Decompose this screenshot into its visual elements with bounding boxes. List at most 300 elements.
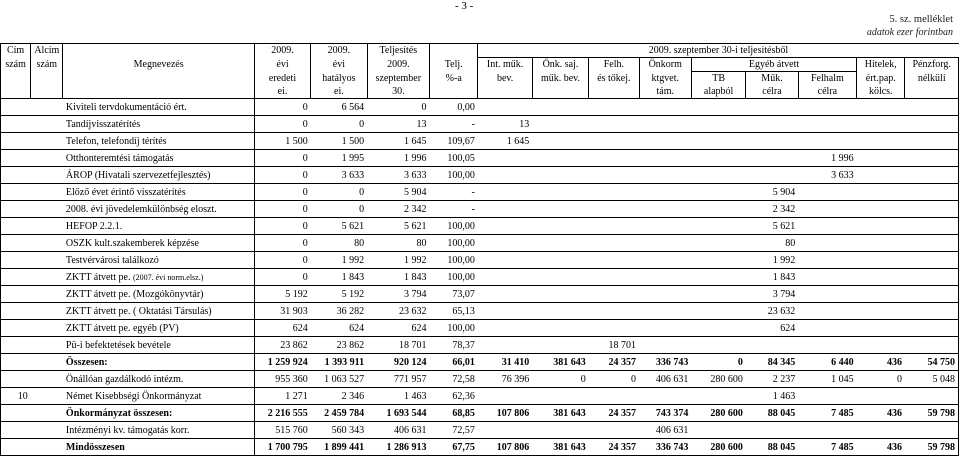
cell-value: 88 045 — [746, 439, 798, 456]
cell-value — [798, 133, 856, 150]
cell-alcim — [31, 439, 63, 456]
header-telj-pct: Telj. — [430, 58, 478, 72]
header-hitelek-2: ért.pap. — [857, 72, 905, 86]
header-hatalyos: 2009. — [311, 44, 367, 58]
cell-value — [798, 252, 856, 269]
cell-value: 436 — [857, 354, 905, 371]
cell-value: 381 643 — [532, 439, 588, 456]
cell-alcim — [31, 235, 63, 252]
cell-cim — [1, 167, 31, 184]
cell-value: 72,57 — [430, 422, 478, 439]
cell-value — [691, 269, 745, 286]
table-row — [1, 184, 959, 201]
cell-value: 1 995 — [311, 150, 367, 167]
cell-value: 1 463 — [367, 388, 429, 405]
cell-value — [857, 99, 905, 116]
cell-value — [857, 388, 905, 405]
cell-value — [589, 184, 639, 201]
cell-value: 24 357 — [589, 354, 639, 371]
cell-cim — [1, 354, 31, 371]
header-eredeti: 2009. — [254, 44, 310, 58]
header-group-title: 2009. szeptember 30-i teljesítésből — [478, 44, 959, 58]
cell-value: 624 — [311, 320, 367, 337]
cell-value — [639, 320, 691, 337]
cell-value — [905, 99, 959, 116]
header-penzforg: Pénzforg. — [905, 58, 959, 72]
cell-alcim — [31, 371, 63, 388]
cell-value — [639, 167, 691, 184]
cell-value — [691, 337, 745, 354]
cell-value — [478, 252, 532, 269]
cell-value: 18 701 — [367, 337, 429, 354]
cell-name: ZKTT átvett pe. (Mozgókönyvtár) — [63, 286, 254, 303]
cell-value — [905, 201, 959, 218]
cell-name: HEFOP 2.2.1. — [63, 218, 254, 235]
header-teljesites: Teljesítés — [367, 44, 429, 58]
cell-name — [63, 269, 254, 286]
cell-cim — [1, 303, 31, 320]
cell-alcim — [31, 405, 63, 422]
page-number: - 3 - — [455, 0, 474, 12]
cell-value: 2 216 555 — [254, 405, 310, 422]
cell-value — [639, 184, 691, 201]
header-megnevezes: Megnevezés — [63, 58, 254, 72]
table-row — [1, 201, 959, 218]
cell-value: 436 — [857, 439, 905, 456]
cell-value: 624 — [367, 320, 429, 337]
cell-value: 1 463 — [746, 388, 798, 405]
header-alcim-2: szám — [31, 58, 63, 72]
cell-value — [532, 252, 588, 269]
cell-value — [857, 337, 905, 354]
cell-value — [905, 269, 959, 286]
cell-value — [639, 133, 691, 150]
cell-value — [532, 99, 588, 116]
cell-value — [589, 201, 639, 218]
cell-value — [589, 167, 639, 184]
cell-value — [532, 303, 588, 320]
header-onkorm: Önkorm — [639, 58, 691, 72]
cell-value — [746, 337, 798, 354]
cell-cim — [1, 150, 31, 167]
cell-value: 5 904 — [746, 184, 798, 201]
cell-value — [589, 218, 639, 235]
header-teljesites-4: 30. — [367, 85, 429, 99]
cell-value — [691, 167, 745, 184]
cell-value: 67,75 — [430, 439, 478, 456]
cell-value: 336 743 — [639, 439, 691, 456]
cell-value — [857, 184, 905, 201]
cell-value: 0 — [254, 167, 310, 184]
cell-value: 406 631 — [639, 371, 691, 388]
cell-value — [798, 388, 856, 405]
cell-value — [532, 201, 588, 218]
cell-value: 406 631 — [367, 422, 429, 439]
cell-cim — [1, 422, 31, 439]
cell-name: Önállóan gazdálkodó intézm. — [63, 371, 254, 388]
cell-value — [691, 150, 745, 167]
cell-value: 0 — [254, 235, 310, 252]
cell-value — [691, 388, 745, 405]
table-row — [1, 371, 959, 388]
cell-name: Önkormányzat összesen: — [63, 405, 254, 422]
cell-value: 0 — [254, 252, 310, 269]
cell-value — [857, 286, 905, 303]
cell-alcim — [31, 286, 63, 303]
cell-cim — [1, 337, 31, 354]
cell-value — [691, 252, 745, 269]
cell-value — [639, 218, 691, 235]
header-cim: Cím — [1, 44, 31, 58]
cell-name: Testvérvárosi találkozó — [63, 252, 254, 269]
cell-value: 3 633 — [367, 167, 429, 184]
cell-name-note: (2007. évi norm.elsz.) — [132, 272, 204, 282]
cell-value — [746, 99, 798, 116]
header-penzforg-2: nélküli — [905, 72, 959, 86]
cell-value: 80 — [311, 235, 367, 252]
cell-alcim — [31, 320, 63, 337]
cell-value — [691, 286, 745, 303]
cell-value: 1 992 — [746, 252, 798, 269]
cell-name: ÁROP (Hivatali szervezetfejlesztés) — [63, 167, 254, 184]
cell-value — [639, 99, 691, 116]
cell-value: 68,85 — [430, 405, 478, 422]
cell-value: 0 — [367, 99, 429, 116]
cell-name: Előző évet érintő visszatérítés — [63, 184, 254, 201]
cell-value — [905, 286, 959, 303]
cell-value: 0 — [254, 201, 310, 218]
header-egyeb-atvett: Egyéb átvett — [691, 58, 856, 72]
cell-name: Otthonteremtési támogatás — [63, 150, 254, 167]
header-hitelek: Hitelek, — [857, 58, 905, 72]
cell-cim — [1, 201, 31, 218]
cell-value: 280 600 — [691, 405, 745, 422]
header-onk-saj: Önk. saj. — [532, 58, 588, 72]
cell-value: 3 794 — [746, 286, 798, 303]
cell-alcim — [31, 337, 63, 354]
table-row — [1, 133, 959, 150]
cell-alcim — [31, 252, 63, 269]
cell-value — [857, 167, 905, 184]
cell-value — [532, 422, 588, 439]
cell-value — [532, 337, 588, 354]
cell-value: 62,36 — [430, 388, 478, 405]
header-onkorm-2: ktgvet. — [639, 72, 691, 86]
cell-cim — [1, 184, 31, 201]
cell-value: 24 357 — [589, 405, 639, 422]
cell-value: 31 410 — [478, 354, 532, 371]
cell-value: 31 903 — [254, 303, 310, 320]
cell-alcim — [31, 388, 63, 405]
cell-value: 920 124 — [367, 354, 429, 371]
cell-value — [798, 303, 856, 320]
cell-alcim — [31, 133, 63, 150]
table-row — [1, 405, 959, 422]
cell-value — [905, 116, 959, 133]
cell-value: 1 645 — [367, 133, 429, 150]
header-hatalyos-4: ei. — [311, 85, 367, 99]
cell-value — [478, 167, 532, 184]
cell-value — [532, 150, 588, 167]
cell-cim — [1, 99, 31, 116]
header-tb: TB — [691, 72, 745, 86]
table-body — [1, 99, 959, 456]
cell-value — [905, 320, 959, 337]
cell-value: 280 600 — [691, 439, 745, 456]
cell-value — [639, 303, 691, 320]
cell-value: 1 843 — [746, 269, 798, 286]
cell-name-text: ZKTT átvett pe. — [65, 271, 131, 283]
cell-value: 6 564 — [311, 99, 367, 116]
cell-alcim — [31, 354, 63, 371]
cell-value: 1 996 — [798, 150, 856, 167]
cell-name: Intézményi kv. támogatás korr. — [63, 422, 254, 439]
cell-value — [857, 133, 905, 150]
cell-name: Összesen: — [63, 354, 254, 371]
header-telj-pct-2: %-a — [430, 72, 478, 86]
cell-value: 100,05 — [430, 150, 478, 167]
table-row — [1, 99, 959, 116]
cell-value: 80 — [367, 235, 429, 252]
cell-value — [589, 388, 639, 405]
cell-value: 771 957 — [367, 371, 429, 388]
table-row — [1, 150, 959, 167]
cell-cim — [1, 252, 31, 269]
cell-value: 80 — [746, 235, 798, 252]
table-row — [1, 269, 959, 286]
cell-value — [798, 235, 856, 252]
cell-value — [746, 422, 798, 439]
cell-value: 624 — [746, 320, 798, 337]
cell-value: 1 271 — [254, 388, 310, 405]
cell-value — [532, 286, 588, 303]
cell-value: 436 — [857, 405, 905, 422]
cell-value — [798, 320, 856, 337]
cell-value — [905, 337, 959, 354]
cell-value: 65,13 — [430, 303, 478, 320]
cell-value — [798, 99, 856, 116]
unit-note: adatok ezer forintban — [866, 27, 953, 38]
cell-alcim — [31, 303, 63, 320]
cell-value — [589, 252, 639, 269]
cell-value — [857, 201, 905, 218]
cell-value — [746, 133, 798, 150]
cell-name: Német Kisebbségi Önkormányzat — [63, 388, 254, 405]
cell-alcim — [31, 184, 63, 201]
header-hatalyos-3: hatályos — [311, 72, 367, 86]
cell-value: 23 862 — [254, 337, 310, 354]
cell-alcim — [31, 422, 63, 439]
header-alcim: Alcím — [31, 44, 63, 58]
header-eredeti-2: évi — [254, 58, 310, 72]
cell-value: 1 899 441 — [311, 439, 367, 456]
cell-value: 100,00 — [430, 269, 478, 286]
cell-value — [478, 303, 532, 320]
cell-value: 1 259 924 — [254, 354, 310, 371]
cell-value — [478, 201, 532, 218]
cell-value: 5 621 — [746, 218, 798, 235]
cell-value: 66,01 — [430, 354, 478, 371]
cell-value — [639, 388, 691, 405]
table-row — [1, 252, 959, 269]
cell-value: 0 — [311, 201, 367, 218]
header-int-muk-2: bev. — [478, 72, 532, 86]
cell-value — [589, 422, 639, 439]
cell-value: 5 192 — [254, 286, 310, 303]
cell-value: 955 360 — [254, 371, 310, 388]
cell-value: 13 — [478, 116, 532, 133]
cell-value — [905, 303, 959, 320]
cell-value — [798, 286, 856, 303]
cell-value: 23 632 — [367, 303, 429, 320]
cell-value — [691, 218, 745, 235]
cell-value: 6 440 — [798, 354, 856, 371]
cell-value — [478, 320, 532, 337]
table-row — [1, 439, 959, 456]
cell-value — [857, 235, 905, 252]
cell-value: 7 485 — [798, 405, 856, 422]
header-felhalm-2: célra — [798, 85, 856, 99]
cell-value: 3 794 — [367, 286, 429, 303]
table-row — [1, 422, 959, 439]
cell-value: 381 643 — [532, 354, 588, 371]
cell-value: 1 996 — [367, 150, 429, 167]
cell-value: 7 485 — [798, 439, 856, 456]
cell-value — [857, 303, 905, 320]
cell-value — [798, 184, 856, 201]
cell-value: 0 — [691, 354, 745, 371]
cell-cim — [1, 116, 31, 133]
cell-value: 1 500 — [311, 133, 367, 150]
cell-value — [798, 269, 856, 286]
cell-value — [478, 235, 532, 252]
cell-value: 100,00 — [430, 252, 478, 269]
cell-value: 1 063 527 — [311, 371, 367, 388]
cell-value — [532, 133, 588, 150]
cell-value: 2 342 — [746, 201, 798, 218]
cell-name: OSZK kult.szakemberek képzése — [63, 235, 254, 252]
cell-value: 0 — [254, 184, 310, 201]
cell-value: 78,37 — [430, 337, 478, 354]
cell-value — [691, 184, 745, 201]
cell-value: 381 643 — [532, 405, 588, 422]
cell-value — [478, 388, 532, 405]
header-felhalm: Felhalm — [798, 72, 856, 86]
cell-value — [905, 388, 959, 405]
cell-value — [639, 116, 691, 133]
header-muk: Műk. — [746, 72, 798, 86]
cell-name: Mindösszesen — [63, 439, 254, 456]
cell-value: 72,58 — [430, 371, 478, 388]
cell-value — [857, 252, 905, 269]
cell-value: 624 — [254, 320, 310, 337]
cell-value: 1 645 — [478, 133, 532, 150]
cell-value — [532, 388, 588, 405]
cell-name: 2008. évi jövedelemkülönbség eloszt. — [63, 201, 254, 218]
cell-cim — [1, 218, 31, 235]
cell-cim — [1, 405, 31, 422]
cell-value: 0 — [254, 99, 310, 116]
cell-value: 2 237 — [746, 371, 798, 388]
cell-value — [589, 133, 639, 150]
cell-value — [478, 99, 532, 116]
cell-value: 1 393 911 — [311, 354, 367, 371]
header-eredeti-3: eredeti — [254, 72, 310, 86]
cell-cim — [1, 286, 31, 303]
cell-value — [746, 167, 798, 184]
cell-value — [691, 235, 745, 252]
cell-value: 0 — [254, 269, 310, 286]
cell-value — [905, 422, 959, 439]
header-muk-2: célra — [746, 85, 798, 99]
cell-alcim — [31, 269, 63, 286]
table-row — [1, 235, 959, 252]
table-row — [1, 337, 959, 354]
cell-value: 100,00 — [430, 167, 478, 184]
cell-value — [905, 252, 959, 269]
cell-value — [905, 235, 959, 252]
cell-value: 3 633 — [311, 167, 367, 184]
cell-value: 5 621 — [367, 218, 429, 235]
cell-value — [532, 218, 588, 235]
cell-value — [905, 167, 959, 184]
cell-value: 1 700 795 — [254, 439, 310, 456]
cell-value: 18 701 — [589, 337, 639, 354]
cell-value: - — [430, 201, 478, 218]
cell-value: 336 743 — [639, 354, 691, 371]
cell-value: 0 — [589, 371, 639, 388]
cell-value — [905, 218, 959, 235]
cell-value — [532, 167, 588, 184]
table-row — [1, 388, 959, 405]
cell-value: 2 459 784 — [311, 405, 367, 422]
cell-value: 23 862 — [311, 337, 367, 354]
cell-value — [857, 150, 905, 167]
header-onkorm-3: tám. — [639, 85, 691, 99]
cell-value — [798, 116, 856, 133]
header-felh-2: és tőkej. — [589, 72, 639, 86]
cell-alcim — [31, 167, 63, 184]
cell-name: ZKTT átvett pe. ( Oktatási Társulás) — [63, 303, 254, 320]
cell-alcim — [31, 150, 63, 167]
cell-value — [532, 235, 588, 252]
cell-value: 5 621 — [311, 218, 367, 235]
cell-value — [798, 422, 856, 439]
cell-value — [532, 269, 588, 286]
cell-value: 107 806 — [478, 405, 532, 422]
cell-value — [532, 320, 588, 337]
header-felh: Felh. — [589, 58, 639, 72]
cell-value — [478, 422, 532, 439]
cell-value — [691, 320, 745, 337]
header-hatalyos-2: évi — [311, 58, 367, 72]
cell-value — [905, 133, 959, 150]
cell-value: - — [430, 184, 478, 201]
table-row — [1, 354, 959, 371]
cell-value — [589, 269, 639, 286]
cell-value — [857, 116, 905, 133]
cell-value: - — [430, 116, 478, 133]
cell-name: Tandíjvisszatérítés — [63, 116, 254, 133]
header-eredeti-4: ei. — [254, 85, 310, 99]
cell-value — [639, 201, 691, 218]
cell-value: 59 798 — [905, 439, 959, 456]
header-teljesites-2: 2009. — [367, 58, 429, 72]
cell-value: 1 992 — [367, 252, 429, 269]
cell-value: 0 — [254, 150, 310, 167]
cell-value — [589, 150, 639, 167]
cell-value — [857, 320, 905, 337]
